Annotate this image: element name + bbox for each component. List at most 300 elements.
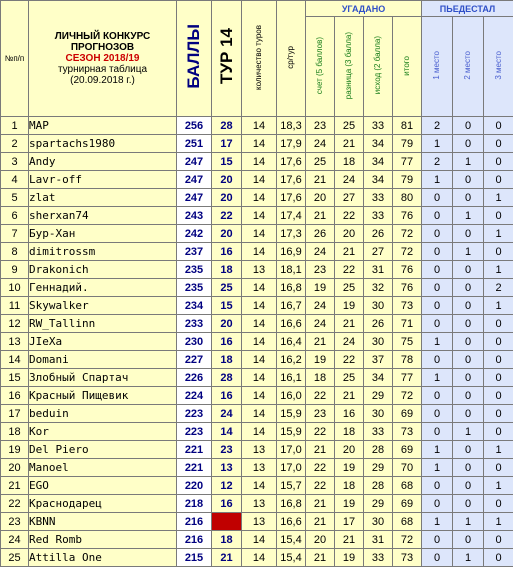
table-row — [1, 387, 513, 405]
place2-count: 0 — [453, 225, 484, 243]
tours-count: 14 — [242, 315, 277, 333]
diff-guessed: 21 — [335, 315, 364, 333]
outcome-guessed: 30 — [364, 513, 393, 531]
place3-count: 0 — [484, 315, 513, 333]
diff-guessed: 21 — [335, 531, 364, 549]
outcome-guessed: 28 — [364, 477, 393, 495]
outcome-guessed: 33 — [364, 189, 393, 207]
diff-guessed: 22 — [335, 207, 364, 225]
tour-points: 20 — [212, 189, 242, 207]
table-row — [1, 549, 513, 567]
outcome-guessed: 29 — [364, 459, 393, 477]
tours-count: 14 — [242, 531, 277, 549]
player-name: Геннадий. — [29, 279, 177, 297]
row-num: 7 — [1, 225, 29, 243]
tours-count: 14 — [242, 549, 277, 567]
points: 247 — [177, 171, 212, 189]
points: 243 — [177, 207, 212, 225]
title-line1: ЛИЧНЫЙ КОНКУРС — [29, 31, 176, 42]
outcome-guessed: 29 — [364, 387, 393, 405]
points: 218 — [177, 495, 212, 513]
diff-guessed: 20 — [335, 441, 364, 459]
score-guessed: 22 — [306, 477, 335, 495]
place1-count: 0 — [422, 477, 453, 495]
avg-per-tour: 16,1 — [277, 369, 306, 387]
points: 234 — [177, 297, 212, 315]
score-guessed: 21 — [306, 513, 335, 531]
points: 247 — [177, 189, 212, 207]
points: 223 — [177, 405, 212, 423]
diff-guessed: 22 — [335, 351, 364, 369]
tour-points — [212, 513, 242, 531]
place1-count: 1 — [422, 369, 453, 387]
table-row — [1, 369, 513, 387]
avg-per-tour: 16,9 — [277, 243, 306, 261]
points: 230 — [177, 333, 212, 351]
total-guessed: 75 — [393, 333, 422, 351]
place3-count: 2 — [484, 279, 513, 297]
avg-per-tour: 17,0 — [277, 459, 306, 477]
tour-points: 16 — [212, 243, 242, 261]
score-guessed: 22 — [306, 423, 335, 441]
place3-count: 0 — [484, 207, 513, 225]
header-diff: разница (3 балла) — [335, 17, 364, 117]
header-tours-count: количество туров — [242, 1, 277, 117]
points: 221 — [177, 459, 212, 477]
tour-points: 18 — [212, 351, 242, 369]
row-num: 14 — [1, 351, 29, 369]
player-name: МАР — [29, 117, 177, 135]
tour-points: 18 — [212, 261, 242, 279]
place3-count: 0 — [484, 369, 513, 387]
tour-points: 18 — [212, 531, 242, 549]
points: 251 — [177, 135, 212, 153]
place3-count: 0 — [484, 153, 513, 171]
diff-guessed: 19 — [335, 297, 364, 315]
avg-per-tour: 18,1 — [277, 261, 306, 279]
outcome-guessed: 30 — [364, 297, 393, 315]
header-place1: 1 место — [422, 17, 453, 117]
outcome-guessed: 34 — [364, 369, 393, 387]
standings-body — [1, 1, 513, 567]
place3-count: 0 — [484, 405, 513, 423]
row-num: 19 — [1, 441, 29, 459]
points: 235 — [177, 279, 212, 297]
total-guessed: 69 — [393, 495, 422, 513]
diff-guessed: 20 — [335, 225, 364, 243]
player-name: RW_Tallinn — [29, 315, 177, 333]
tours-count: 14 — [242, 225, 277, 243]
header-tour: ТУР 14 — [212, 1, 242, 117]
place1-count: 0 — [422, 405, 453, 423]
tour-points: 20 — [212, 315, 242, 333]
avg-per-tour: 15,7 — [277, 477, 306, 495]
tours-count: 14 — [242, 387, 277, 405]
table-row — [1, 243, 513, 261]
row-num: 12 — [1, 315, 29, 333]
place1-count: 0 — [422, 225, 453, 243]
place3-count: 0 — [484, 549, 513, 567]
player-name: JIeXa — [29, 333, 177, 351]
place3-count: 0 — [484, 495, 513, 513]
tour-points: 21 — [212, 549, 242, 567]
tour-points: 16 — [212, 333, 242, 351]
place1-count: 0 — [422, 279, 453, 297]
place3-count: 1 — [484, 477, 513, 495]
header-total: итого — [393, 17, 422, 117]
diff-guessed: 17 — [335, 513, 364, 531]
total-guessed: 79 — [393, 171, 422, 189]
avg-per-tour: 18,3 — [277, 117, 306, 135]
diff-guessed: 21 — [335, 243, 364, 261]
row-num: 23 — [1, 513, 29, 531]
avg-per-tour: 16,8 — [277, 279, 306, 297]
total-guessed: 69 — [393, 441, 422, 459]
outcome-guessed: 28 — [364, 441, 393, 459]
outcome-guessed: 30 — [364, 333, 393, 351]
total-guessed: 77 — [393, 369, 422, 387]
tours-count: 14 — [242, 369, 277, 387]
diff-guessed: 18 — [335, 477, 364, 495]
player-name: zlat — [29, 189, 177, 207]
points: 237 — [177, 243, 212, 261]
table-row — [1, 405, 513, 423]
place2-count: 0 — [453, 351, 484, 369]
points: 216 — [177, 513, 212, 531]
outcome-guessed: 33 — [364, 117, 393, 135]
player-name: Злобный Спартач — [29, 369, 177, 387]
outcome-guessed: 34 — [364, 171, 393, 189]
place3-count: 0 — [484, 531, 513, 549]
tour-points: 16 — [212, 387, 242, 405]
place2-count: 0 — [453, 531, 484, 549]
points: 247 — [177, 153, 212, 171]
header-place2: 2 место — [453, 17, 484, 117]
score-guessed: 21 — [306, 207, 335, 225]
player-name: Lavr-off — [29, 171, 177, 189]
score-guessed: 26 — [306, 225, 335, 243]
score-guessed: 21 — [306, 549, 335, 567]
row-num: 5 — [1, 189, 29, 207]
outcome-guessed: 31 — [364, 531, 393, 549]
diff-guessed: 18 — [335, 423, 364, 441]
place1-count: 0 — [422, 297, 453, 315]
table-row — [1, 513, 513, 531]
place1-count: 2 — [422, 153, 453, 171]
place2-count: 0 — [453, 459, 484, 477]
tours-count: 14 — [242, 207, 277, 225]
table-row — [1, 333, 513, 351]
player-name: Andy — [29, 153, 177, 171]
place1-count: 1 — [422, 135, 453, 153]
row-num: 18 — [1, 423, 29, 441]
table-row — [1, 171, 513, 189]
score-guessed: 21 — [306, 495, 335, 513]
row-num: 15 — [1, 369, 29, 387]
points: 227 — [177, 351, 212, 369]
place1-count: 1 — [422, 513, 453, 531]
place2-count: 0 — [453, 387, 484, 405]
tour-points: 28 — [212, 117, 242, 135]
avg-per-tour: 15,4 — [277, 531, 306, 549]
row-num: 13 — [1, 333, 29, 351]
score-guessed: 25 — [306, 153, 335, 171]
place3-count: 0 — [484, 459, 513, 477]
score-guessed: 21 — [306, 333, 335, 351]
row-num: 10 — [1, 279, 29, 297]
row-num: 16 — [1, 387, 29, 405]
tours-count: 14 — [242, 297, 277, 315]
avg-per-tour: 16,6 — [277, 315, 306, 333]
score-guessed: 22 — [306, 387, 335, 405]
tour-points: 24 — [212, 405, 242, 423]
tours-count: 13 — [242, 441, 277, 459]
place3-count: 1 — [484, 441, 513, 459]
header-row-top — [1, 1, 513, 17]
score-guessed: 20 — [306, 189, 335, 207]
player-name: sherxan74 — [29, 207, 177, 225]
table-row — [1, 423, 513, 441]
place1-count: 0 — [422, 495, 453, 513]
place2-count: 1 — [453, 423, 484, 441]
season-label: СЕЗОН 2018/19 — [29, 53, 176, 64]
total-guessed: 77 — [393, 153, 422, 171]
place2-count: 0 — [453, 405, 484, 423]
player-name: dimitrossm — [29, 243, 177, 261]
diff-guessed: 22 — [335, 261, 364, 279]
avg-per-tour: 16,0 — [277, 387, 306, 405]
diff-guessed: 21 — [335, 135, 364, 153]
header-outcome: исход (2 балла) — [364, 17, 393, 117]
diff-guessed: 25 — [335, 117, 364, 135]
points: 256 — [177, 117, 212, 135]
place2-count: 0 — [453, 117, 484, 135]
header-points: БАЛЛЫ — [177, 1, 212, 117]
table-row — [1, 261, 513, 279]
score-guessed: 24 — [306, 315, 335, 333]
outcome-guessed: 37 — [364, 351, 393, 369]
score-guessed: 24 — [306, 135, 335, 153]
diff-guessed: 18 — [335, 153, 364, 171]
outcome-guessed: 31 — [364, 261, 393, 279]
tour-points: 22 — [212, 207, 242, 225]
place3-count: 0 — [484, 333, 513, 351]
place1-count: 1 — [422, 441, 453, 459]
outcome-guessed: 29 — [364, 495, 393, 513]
place2-count: 1 — [453, 243, 484, 261]
total-guessed: 79 — [393, 135, 422, 153]
place2-count: 0 — [453, 315, 484, 333]
points: 216 — [177, 531, 212, 549]
outcome-guessed: 33 — [364, 549, 393, 567]
tour-points: 15 — [212, 297, 242, 315]
place1-count: 0 — [422, 315, 453, 333]
tours-count: 14 — [242, 243, 277, 261]
place1-count: 0 — [422, 351, 453, 369]
diff-guessed: 21 — [335, 387, 364, 405]
table-row — [1, 135, 513, 153]
place2-count: 0 — [453, 441, 484, 459]
tours-count: 14 — [242, 405, 277, 423]
row-num: 25 — [1, 549, 29, 567]
place2-count: 0 — [453, 189, 484, 207]
player-name: Drakonich — [29, 261, 177, 279]
points: 223 — [177, 423, 212, 441]
points: 224 — [177, 387, 212, 405]
tours-count: 14 — [242, 189, 277, 207]
place1-count: 0 — [422, 423, 453, 441]
avg-per-tour: 16,7 — [277, 297, 306, 315]
tours-count: 14 — [242, 279, 277, 297]
total-guessed: 73 — [393, 423, 422, 441]
total-guessed: 76 — [393, 207, 422, 225]
table-row — [1, 207, 513, 225]
table-row — [1, 441, 513, 459]
total-guessed: 76 — [393, 261, 422, 279]
total-guessed: 68 — [393, 513, 422, 531]
row-num: 20 — [1, 459, 29, 477]
player-name: Бур-Хан — [29, 225, 177, 243]
avg-per-tour: 17,6 — [277, 189, 306, 207]
place1-count: 2 — [422, 117, 453, 135]
player-name: Attilla One — [29, 549, 177, 567]
row-num: 9 — [1, 261, 29, 279]
tour-points: 16 — [212, 495, 242, 513]
place1-count: 1 — [422, 459, 453, 477]
tours-count: 14 — [242, 477, 277, 495]
place2-count: 1 — [453, 513, 484, 531]
tours-count: 14 — [242, 351, 277, 369]
row-num: 4 — [1, 171, 29, 189]
place2-count: 0 — [453, 135, 484, 153]
place1-count: 0 — [422, 549, 453, 567]
total-guessed: 73 — [393, 549, 422, 567]
diff-guessed: 25 — [335, 279, 364, 297]
total-guessed: 78 — [393, 351, 422, 369]
header-guessed: УГАДАНО — [306, 1, 422, 17]
place1-count: 0 — [422, 531, 453, 549]
avg-per-tour: 16,4 — [277, 333, 306, 351]
outcome-guessed: 34 — [364, 135, 393, 153]
diff-guessed: 25 — [335, 369, 364, 387]
tour-points: 15 — [212, 153, 242, 171]
table-row — [1, 477, 513, 495]
avg-per-tour: 17,6 — [277, 153, 306, 171]
title-line2: ПРОГНОЗОВ — [29, 42, 176, 53]
total-guessed: 70 — [393, 459, 422, 477]
table-row — [1, 351, 513, 369]
table-row — [1, 153, 513, 171]
row-num: 8 — [1, 243, 29, 261]
row-num: 1 — [1, 117, 29, 135]
score-guessed: 21 — [306, 171, 335, 189]
diff-guessed: 19 — [335, 459, 364, 477]
place2-count: 0 — [453, 369, 484, 387]
outcome-guessed: 34 — [364, 153, 393, 171]
place3-count: 0 — [484, 117, 513, 135]
total-guessed: 80 — [393, 189, 422, 207]
place2-count: 0 — [453, 261, 484, 279]
tours-count: 14 — [242, 135, 277, 153]
diff-guessed: 16 — [335, 405, 364, 423]
total-guessed: 72 — [393, 243, 422, 261]
row-num: 2 — [1, 135, 29, 153]
place2-count: 0 — [453, 297, 484, 315]
place3-count: 0 — [484, 171, 513, 189]
outcome-guessed: 32 — [364, 279, 393, 297]
diff-guessed: 24 — [335, 333, 364, 351]
tour-points: 17 — [212, 135, 242, 153]
place3-count: 1 — [484, 189, 513, 207]
place2-count: 0 — [453, 279, 484, 297]
row-num: 3 — [1, 153, 29, 171]
total-guessed: 72 — [393, 531, 422, 549]
points: 226 — [177, 369, 212, 387]
tour-points: 14 — [212, 423, 242, 441]
row-num: 11 — [1, 297, 29, 315]
player-name: Domani — [29, 351, 177, 369]
place3-count: 1 — [484, 261, 513, 279]
points: 233 — [177, 315, 212, 333]
total-guessed: 81 — [393, 117, 422, 135]
place1-count: 1 — [422, 333, 453, 351]
player-name: Kor — [29, 423, 177, 441]
tours-count: 14 — [242, 333, 277, 351]
outcome-guessed: 26 — [364, 315, 393, 333]
row-num: 22 — [1, 495, 29, 513]
outcome-guessed: 26 — [364, 225, 393, 243]
place1-count: 0 — [422, 189, 453, 207]
place2-count: 0 — [453, 495, 484, 513]
score-guessed: 22 — [306, 459, 335, 477]
tour-points: 25 — [212, 279, 242, 297]
place2-count: 1 — [453, 549, 484, 567]
total-guessed: 69 — [393, 405, 422, 423]
avg-per-tour: 15,4 — [277, 549, 306, 567]
diff-guessed: 19 — [335, 549, 364, 567]
score-guessed: 23 — [306, 117, 335, 135]
place3-count: 0 — [484, 135, 513, 153]
total-guessed: 76 — [393, 279, 422, 297]
diff-guessed: 27 — [335, 189, 364, 207]
total-guessed: 73 — [393, 297, 422, 315]
tours-count: 14 — [242, 153, 277, 171]
header-score: счет (5 баллов) — [306, 17, 335, 117]
tours-count: 14 — [242, 117, 277, 135]
place2-count: 0 — [453, 171, 484, 189]
place3-count: 0 — [484, 387, 513, 405]
player-name: Del Piero — [29, 441, 177, 459]
table-row — [1, 279, 513, 297]
score-guessed: 19 — [306, 279, 335, 297]
row-num: 21 — [1, 477, 29, 495]
header-title-block — [29, 1, 177, 117]
tour-points: 20 — [212, 171, 242, 189]
place3-count: 1 — [484, 297, 513, 315]
table-label: турнирная таблица — [29, 64, 176, 75]
score-guessed: 23 — [306, 405, 335, 423]
header-place3: 3 место — [484, 17, 513, 117]
avg-per-tour: 17,9 — [277, 135, 306, 153]
place3-count: 0 — [484, 351, 513, 369]
place1-count: 0 — [422, 261, 453, 279]
place1-count: 1 — [422, 171, 453, 189]
outcome-guessed: 27 — [364, 243, 393, 261]
tour-points: 28 — [212, 369, 242, 387]
outcome-guessed: 33 — [364, 207, 393, 225]
place2-count: 0 — [453, 333, 484, 351]
avg-per-tour: 16,8 — [277, 495, 306, 513]
